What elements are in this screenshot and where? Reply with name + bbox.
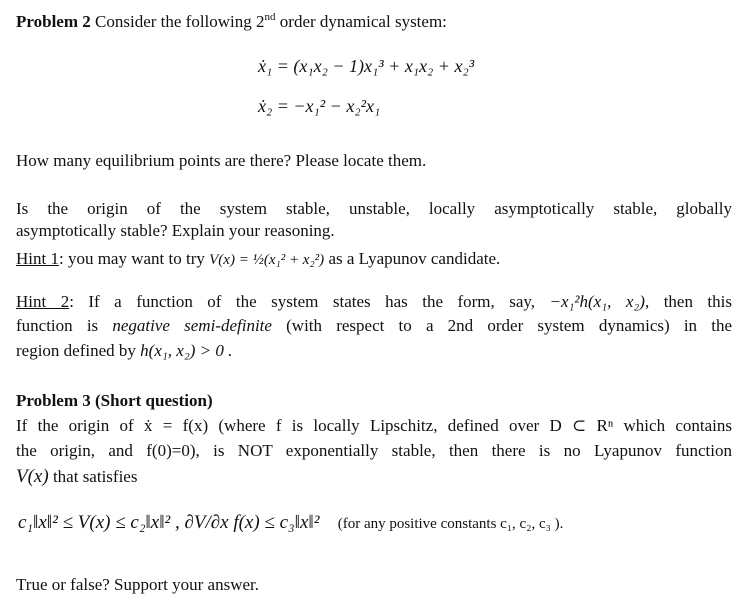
problem3-line2: the origin, and f(0)=0), is NOT exponentially stable, then there is no Lyapunov function [16, 441, 732, 460]
problem2-intro-pre: Consider the following 2 [95, 12, 265, 31]
lyapunov-inequalities [18, 512, 563, 535]
hint2-line3 [16, 340, 232, 362]
hint2-line1-post: , then this [644, 292, 732, 311]
hint2-line2-pre: function is [16, 316, 99, 335]
problem3-line1: If the origin of ẋ = f(x) (where f is locally Lipschitz, defined over D ⊂ Rⁿ which contains [16, 416, 732, 435]
problem2-intro-post: order dynamical system: [279, 12, 447, 31]
inequality-note: (for any positive constants c₁, c₂, c₃ ). [337, 516, 564, 532]
hint2-line3-formula: h(x₁, x₂) > 0 . [140, 341, 233, 360]
hint2-line3-pre: region defined by [16, 341, 136, 360]
question-equilibrium: How many equilibrium points are there? Please locate them. [16, 151, 427, 170]
problem3-line3 [16, 466, 137, 488]
problem3-line3-text: that satisfies [52, 467, 138, 486]
equation-2: ẋ₂ = −x₁² − x₂²x₁ [258, 96, 381, 116]
true-false-question: True or false? Support your answer. [16, 575, 259, 594]
problem3-label: Problem 3 (Short question) [16, 391, 213, 410]
problem2-label: Problem 2 [16, 12, 91, 31]
hint2-line1-pre: : If a function of the system states has the form, say, [69, 292, 536, 311]
hint2-line2-em: negative semi-definite [112, 316, 272, 335]
question-stability-line1: Is the origin of the system stable, unstable, locally asymptotically stable, globally [16, 199, 732, 218]
hint1-pre: : you may want to try [58, 249, 205, 268]
hint1 [16, 248, 500, 271]
hint1-label: Hint 1 [16, 249, 59, 268]
problem2-intro [16, 6, 447, 33]
hint1-post: as a Lyapunov candidate. [328, 249, 501, 268]
hint2-formula: −x₁²h(x₁, x₂) [549, 292, 645, 311]
hint2-label: Hint 2 [16, 292, 70, 311]
equation-1: ẋ₁ = (x₁x₂ − 1)x₁³ + x₁x₂ + x₂³ [258, 56, 475, 76]
hint1-formula: V(x) = ½(x₁² + x₂²) [209, 252, 325, 268]
hint2-line1 [16, 291, 732, 313]
hint2-line2-post: (with respect to a 2nd order system dynamics) in the [286, 316, 733, 335]
hint2-line2 [16, 315, 732, 337]
question-stability-line2: asymptotically stable? Explain your reasoning. [16, 221, 335, 240]
inequality-formula: c₁‖x‖² ≤ V(x) ≤ c₂‖x‖² , ∂V/∂x f(x) ≤ c₃‖x‖² [18, 512, 320, 533]
problem3-line3-math: V(x) [16, 466, 49, 487]
problem2-intro-sup: nd [264, 11, 276, 23]
